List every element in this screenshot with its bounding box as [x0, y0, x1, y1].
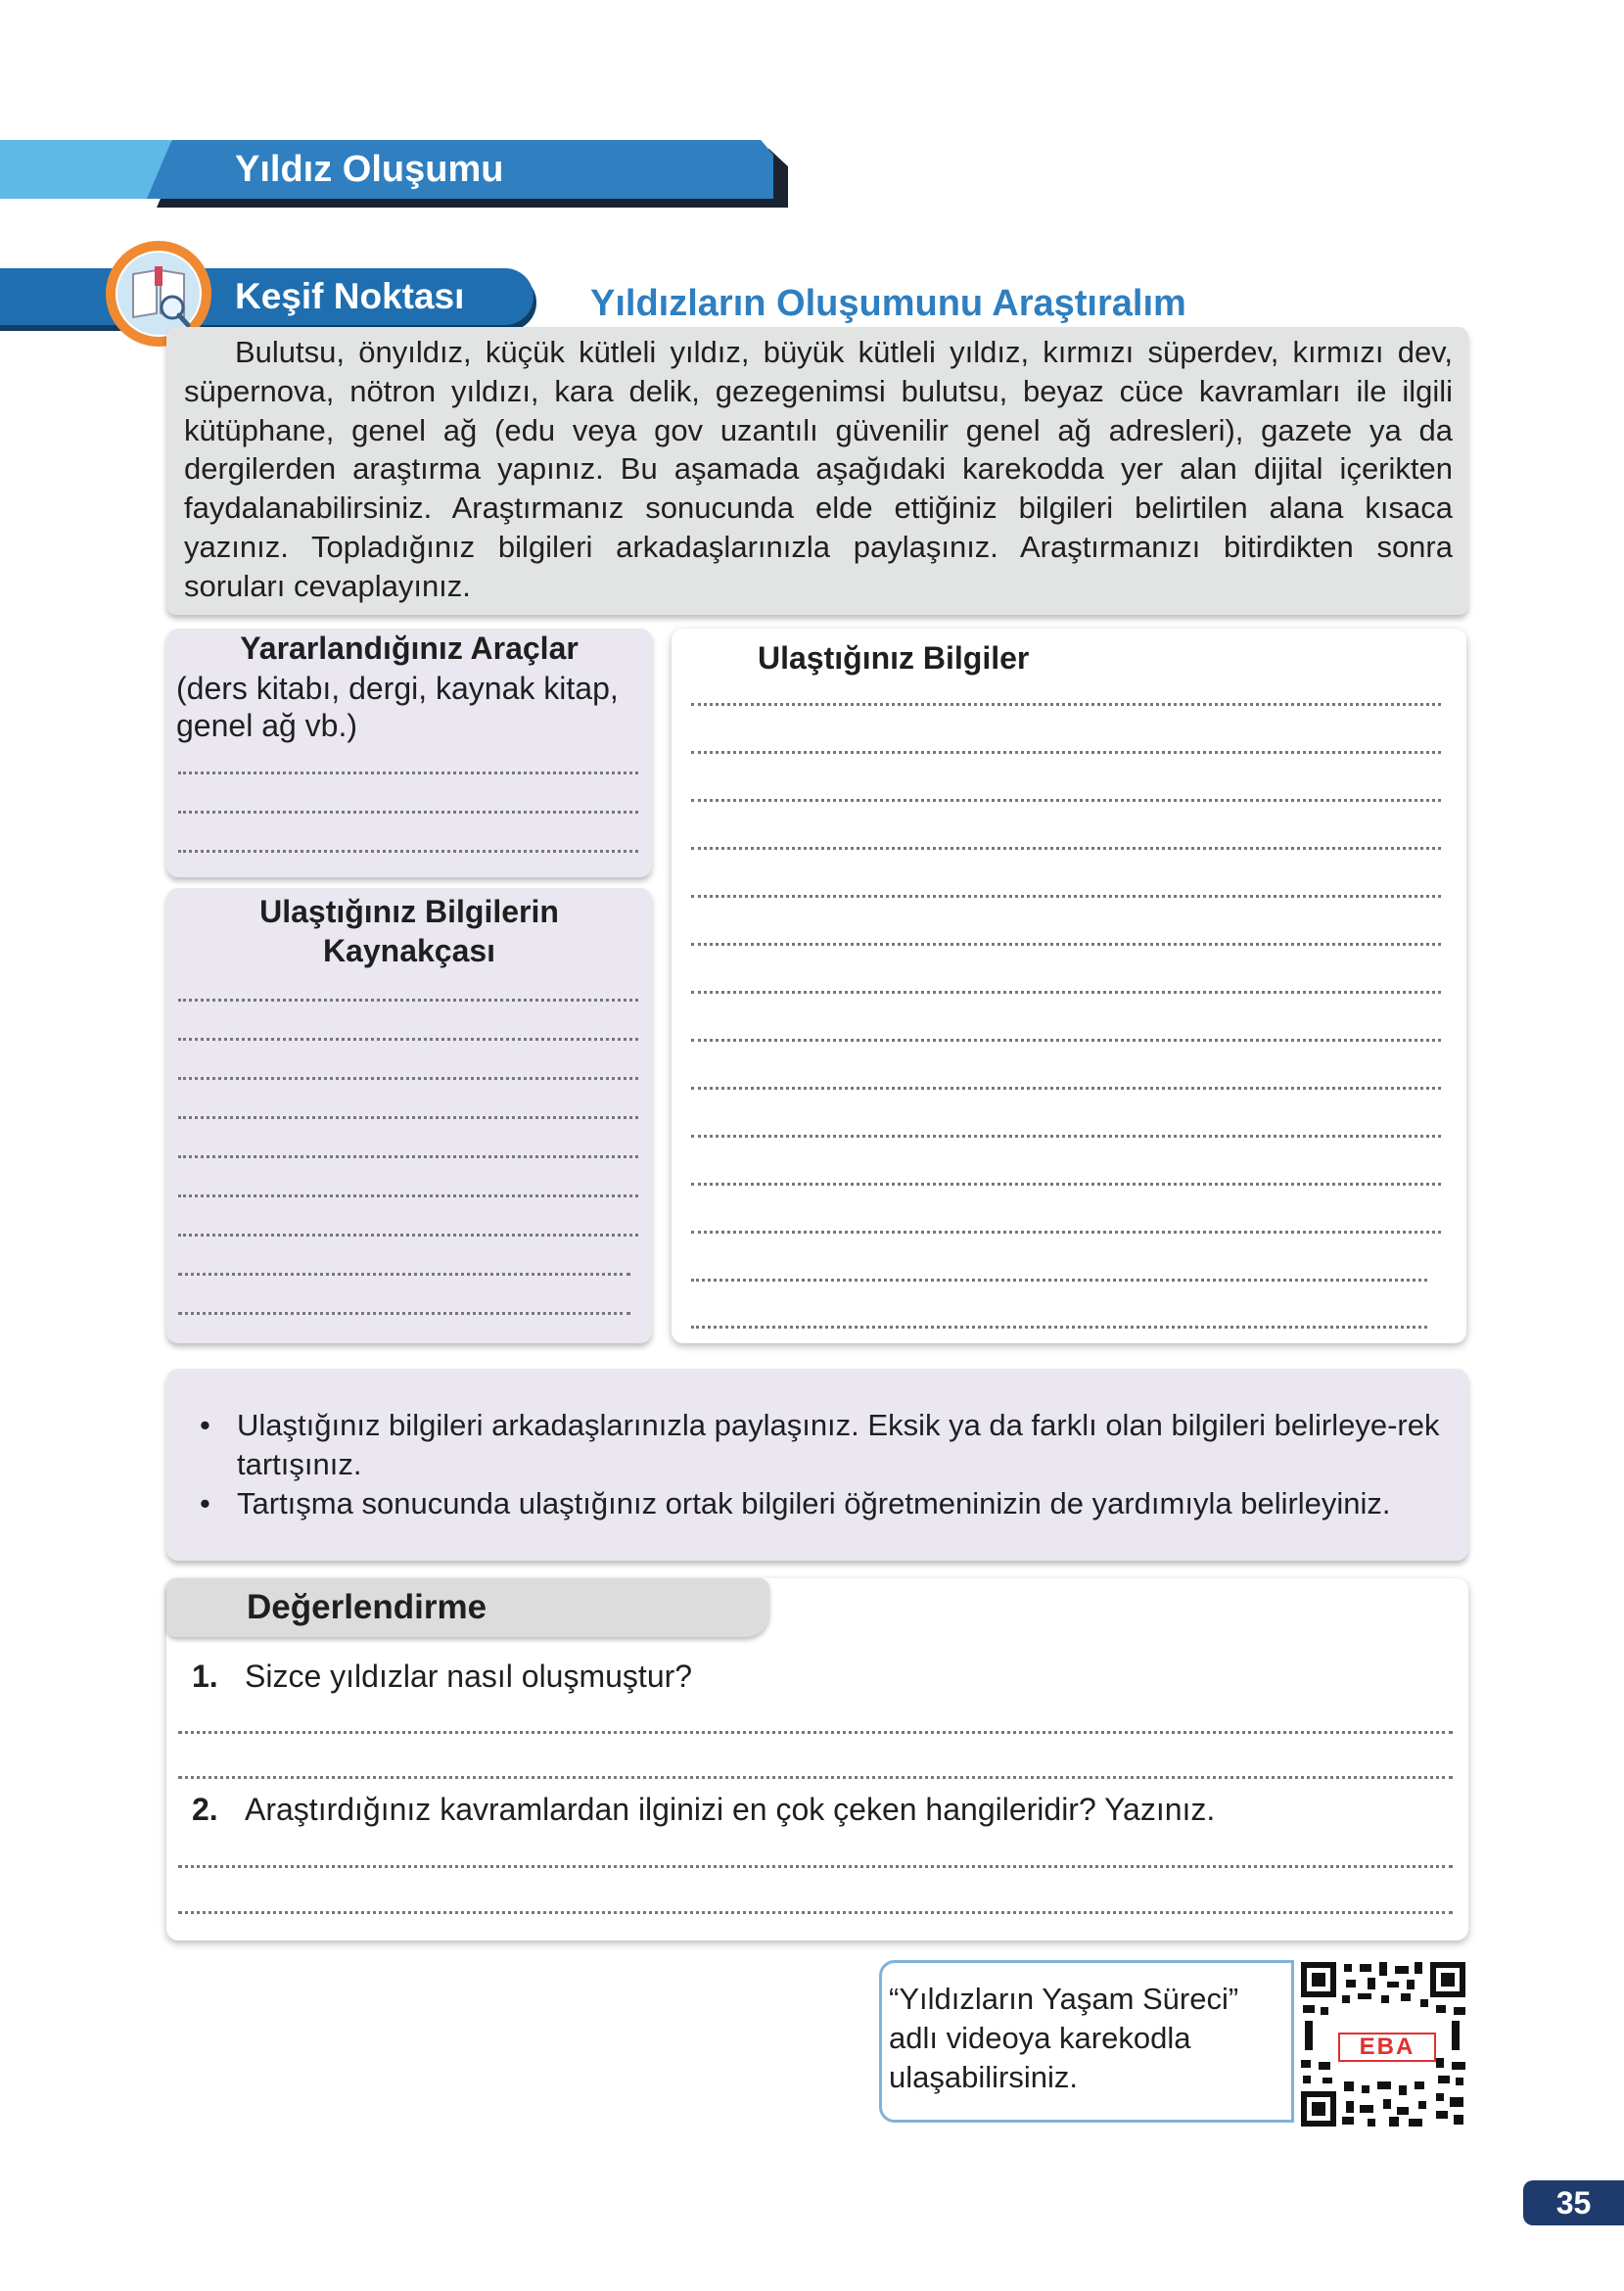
question-2 — [192, 1790, 1215, 1829]
answer-line[interactable] — [178, 811, 638, 814]
activity-badge-label: Keşif Noktası — [235, 276, 465, 316]
answer-line[interactable] — [178, 1865, 1453, 1868]
list-item: • Ulaştığınız bilgileri arkadaşlarınızla paylaşınız. Eksik ya da farklı olan bilgileri belirleye-rek tartışınız. — [196, 1406, 1459, 1484]
answer-line[interactable] — [178, 1234, 638, 1237]
answer-line[interactable] — [178, 1155, 638, 1158]
answer-line[interactable] — [691, 1039, 1441, 1042]
qr-caption: “Yıldızların Yaşam Süreci” adlı videoya karekodla ulaşabilirsiniz. — [889, 1982, 1239, 2094]
eba-logo: EBA — [1338, 2033, 1436, 2062]
question-number: 1. — [192, 1659, 218, 1694]
section-title: Yıldız Oluşumu — [235, 149, 504, 190]
book-magnifier-icon — [116, 251, 202, 337]
question-number: 2. — [192, 1792, 218, 1827]
answer-line[interactable] — [691, 1279, 1427, 1282]
discussion-list — [196, 1406, 1459, 1523]
evaluation-title: Değerlendirme — [247, 1588, 487, 1626]
info-panel — [672, 629, 1466, 1343]
answer-line[interactable] — [691, 1231, 1441, 1234]
answer-line[interactable] — [178, 1038, 638, 1041]
references-panel-title-line2: Kaynakçası — [322, 933, 496, 968]
answer-line[interactable] — [178, 1312, 630, 1315]
tools-panel-subtitle: (ders kitabı, dergi, kaynak kitap, genel ağ vb.) — [176, 671, 619, 743]
answer-line[interactable] — [178, 1776, 1453, 1779]
activity-title: Yıldızların Oluşumunu Araştıralım — [590, 283, 1186, 324]
answer-line[interactable] — [691, 1087, 1441, 1090]
intro-text: Bulutsu, önyıldız, küçük kütleli yıldız, büyük kütleli yıldız, kırmızı süperdev, kırmızı dev, süpernova, nötron yıldızı, kara delik, gezegenimsi bulutsu, beyaz cüce kavramları ile ilgili kütüphane, genel ağ (edu veya gov uzantılı güvenilir genel ağ adresleri), gazete ya da dergilerden araştırma yapınız. Bu aşamada aşağıdaki karekodda yer alan dijital içerikten faydalanabilirsiniz. Araştırmanız sonucunda elde ettiğiniz bilgileri belirtilen alana kısaca yazınız. Topladığınız bilgileri arkadaşlarınızla paylaşınız. Araştırmanızı bitirdikten sonra soruları cevaplayınız. — [184, 335, 1453, 603]
info-panel-title: Ulaştığınız Bilgiler — [758, 640, 1030, 676]
answer-line[interactable] — [691, 991, 1441, 994]
answer-line[interactable] — [691, 1326, 1427, 1329]
answer-line[interactable] — [178, 1194, 638, 1197]
answer-line[interactable] — [178, 771, 638, 774]
question-text: Araştırdığınız kavramlardan ilginizi en çok çeken hangileridir? Yazınız. — [245, 1792, 1216, 1827]
answer-line[interactable] — [178, 1077, 638, 1080]
tools-panel — [166, 629, 652, 877]
answer-line[interactable] — [178, 1911, 1453, 1914]
page-number: 35 — [1523, 2180, 1624, 2225]
question-text: Sizce yıldızlar nasıl oluşmuştur? — [245, 1659, 693, 1694]
answer-line[interactable] — [691, 1135, 1441, 1138]
tools-panel-title: Yararlandığınız Araçlar — [240, 631, 579, 666]
answer-line[interactable] — [691, 799, 1441, 802]
answer-line[interactable] — [691, 847, 1441, 850]
references-panel — [166, 888, 652, 1343]
answer-line[interactable] — [178, 1273, 630, 1276]
answer-line[interactable] — [691, 943, 1441, 946]
answer-line[interactable] — [691, 751, 1441, 754]
question-1 — [192, 1657, 692, 1696]
answer-line[interactable] — [691, 1183, 1441, 1186]
answer-line[interactable] — [178, 1731, 1453, 1734]
answer-line[interactable] — [691, 895, 1441, 898]
references-panel-title-line1: Ulaştığınız Bilgilerin — [259, 894, 559, 929]
answer-line[interactable] — [178, 850, 638, 853]
answer-line[interactable] — [178, 999, 638, 1002]
answer-line[interactable] — [178, 1116, 638, 1119]
banner-light-strip — [0, 140, 171, 199]
list-item: • Tartışma sonucunda ulaştığınız ortak bilgileri öğretmeninizin de yardımıyla belirleyiniz. — [196, 1484, 1459, 1523]
answer-line[interactable] — [691, 703, 1441, 706]
